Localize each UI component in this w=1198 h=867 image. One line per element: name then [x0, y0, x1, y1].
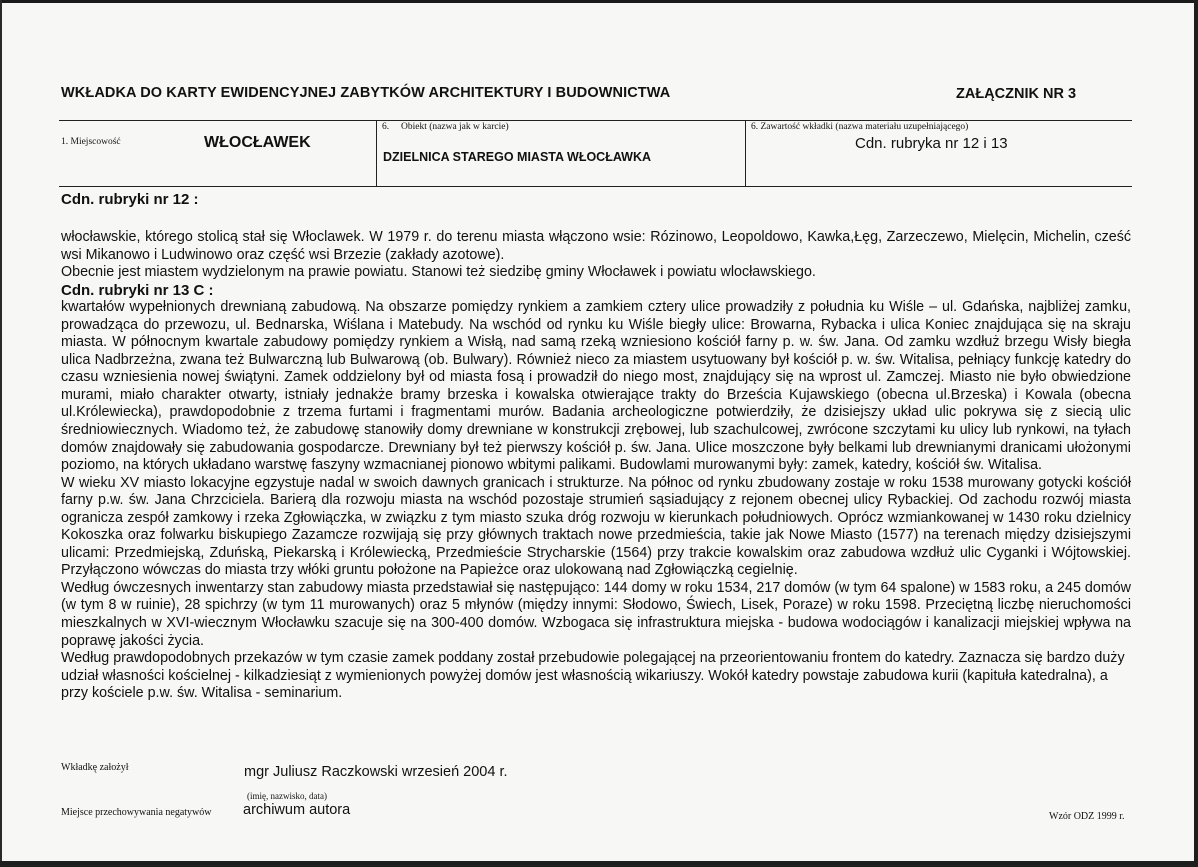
scan-border-bottom [0, 861, 1198, 867]
section-12-paragraph: Obecnie jest miastem wydzielonym na prawie powiatu. Stanowi też siedzibę gminy Włocławek i powiatu wlocławskiego. [61, 264, 816, 281]
section-13-paragraph: Według ówczesnych inwentarzy stan zabudowy miasta przedstawiał się następująco: 144 domy w roku 1534, 217 domów (w tym 64 spalone) w 1583 roku, a 245 domów (w tym 8 w ruinie), 28 spichrzy (w tym 11 murowanych) oraz 5 młynów (między innymi: Słodowo, Świech, Lisek, Poraze) w roku 1598. Przeciętną liczbę nieruchomości mieszkalnych w XVI-wiecznym Włocławku szacuje się na 300-400 domów. Wzbogaca się infrastruktura miejska - budowa wodociągów i kanalizacji miejskiej wpływa na poprawę jakości życia. [61, 579, 1131, 649]
locality-value: WŁOCŁAWEK [204, 134, 311, 151]
section-12-paragraph: włocławskie, którego stolicą stał się Włoclawek. W 1979 r. do terenu miasta włączono wsie: Rózinowo, Leopoldowo, Kawka,Łęg, Zarzeczewo, Mielęcin, Michelin, cześć wsi Mikanowo i Ludwinowo oraz część wsi Brzezie (zakłady azotowe). [61, 229, 1131, 263]
section-12-heading: Cdn. rubryki nr 12 : [61, 191, 199, 208]
table-bottom-rule [59, 186, 1132, 187]
section-13-paragraph: kwartałów wypełnionych drewnianą zabudową. Na obszarze pomiędzy rynkiem a zamkiem cztery ulice prowadziły z południa ku Wiśle – ul. Gdańska, najbliżej zamku, prowadząca do przewozu, ul. Bednarska, Wiślana i Matebudy. Na wschód od rynku ku Wiśle biegły ulice: Browarna, Rybacka i ulica Koniec znajdująca się na skraju miasta. W północnym kwartale zabudowy pomiędzy rynkiem a Wisłą, nad samą rzeką wzniesiono kościół farny p. w. św. Jana. Od zamku wzdłuż brzegu Wisły biegła ulica Nadbrzeżna, zwana też Bulwarczną lub Bulwarową (ob. Bulwary). Również nieco za miastem usytuowany był kościół p. w. św. Witalisa, pełniący funkcję katedry do czasu wzniesienia nowej świątyni. Zamek oddzielony był od miasta fosą i prowadził do niego most, znajdujący się na wprost ul. Zamczej. Miasto nie było obwiedzione murami, miało charakter otwarty, istniały jednakże bramy brzeska i kowalska otwierające trakty do Brześcia Kujawskiego (obecna ul.Brzeska) i Kowala (obecna ul.Królewiecka), prawdopodobnie z trzema furtami i fragmentami murów. Badania archeologiczne potwierdziły, że dzisiejszy układ ulic pokrywa się z siecią ulic średniowiecznych. Wiadomo też, że zabudowę stanowiły domy drewniane w konstrukcji zrębowej, lub szachulcowej, zwrócone szczytami ku ulicy lub rynkowi, na tyłach domów znajdowały się zabudowania gospodarcze. Drewniany był też pierwszy kościół p. św. Jana. Ulice moszczone były belkami lub drewnianymi dranicami ułożonymi poziomo, na których układano warstwę faszyny wzmacnianej pionowo wbitymi palikami. Budowlami murowanymi były: zamek, katedry, kościół św. Witalisa. [61, 299, 1131, 474]
scan-border-top [0, 0, 1198, 3]
author-label: Wkładkę założył [61, 762, 129, 773]
body-text [61, 229, 1131, 703]
object-label: 6. Obiekt (nazwa jak w karcie) [382, 122, 509, 132]
negatives-label: Miejsce przechowywania negatywów [61, 807, 212, 818]
table-top-rule [59, 120, 1132, 121]
author-hint: (imię, nazwisko, data) [247, 791, 327, 801]
form-code: Wzór ODZ 1999 r. [1049, 811, 1125, 822]
scan-border-right [1194, 0, 1198, 867]
content-label: 6. Zawartość wkładki (nazwa materiału uzupełniającego) [751, 122, 969, 132]
author-value: mgr Juliusz Raczkowski wrzesień 2004 r. [244, 764, 508, 780]
locality-label: 1. Miejscowość [61, 137, 121, 147]
table-divider-2 [745, 120, 746, 187]
section-13-paragraph: W wieku XV miasto lokacyjne egzystuje nadal w swoich dawnych granicach i strukturze. Na północ od rynku zbudowany zostaje w roku 1538 murowany gotycki kościół farny p.w. św. Jana Chrzciciela. Barierą dla rozwoju miasta na wschód pozostaje strumień sąsiadujący z rejonem obecnej ulicy Rybackiej. Od zachodu rozwój miasta ogranicza zespół zamkowy i rzeka Zgłowiączka, w związku z tym miasto szuka dróg rozwoju w kierunkach południowych. Oprócz wzmiankowanej w 1430 roku dzielnicy Kokoszka oraz folwarku biskupiego Zazamcze rozwijają się przy głównych traktach nowe przedmieścia, takie jak Nowe Miasto (1577) na terenach między dzisiejszymi ulicami: Przedmiejską, Zduńską, Piekarską i Królewiecką, Przedmieście Strycharskie (1564) przy trakcie kowalskim oraz zabudowa wzdłuż ulic Cyganki i Wójtowskiej. Przyłączono wówczas do miasta trzy włóki gruntu położone na Papieżce oraz ulokowaną nad Zgłowiączką cegielnię. [61, 474, 1131, 579]
content-value: Cdn. rubryka nr 12 i 13 [855, 135, 1008, 152]
section-13-paragraph: Według prawdopodobnych przekazów w tym czasie zamek poddany został przebudowie polegającej na przeorientowaniu frontem do katedry. Zaznacza się bardzo duży udział własności kościelnej - kilkadziesiąt z wymienionych powyżej domów jest własnością wikariuszy. Wokół katedry powstaje zabudowa kurii (kapituła katedralna), a przy kościele p.w. św. Witalisa - seminarium. [61, 650, 1125, 702]
scan-border-left [0, 0, 2, 867]
document-title: WKŁADKA DO KARTY EWIDENCYJNEJ ZABYTKÓW ARCHITEKTURY I BUDOWNICTWA [61, 85, 671, 101]
table-divider-1 [376, 120, 377, 187]
negatives-value: archiwum autora [243, 802, 351, 818]
section-13-heading: Cdn. rubryki nr 13 C : [61, 281, 214, 299]
object-value: DZIELNICA STAREGO MIASTA WŁOCŁAWKA [383, 150, 652, 164]
attachment-number: ZAŁĄCZNIK NR 3 [956, 86, 1077, 102]
